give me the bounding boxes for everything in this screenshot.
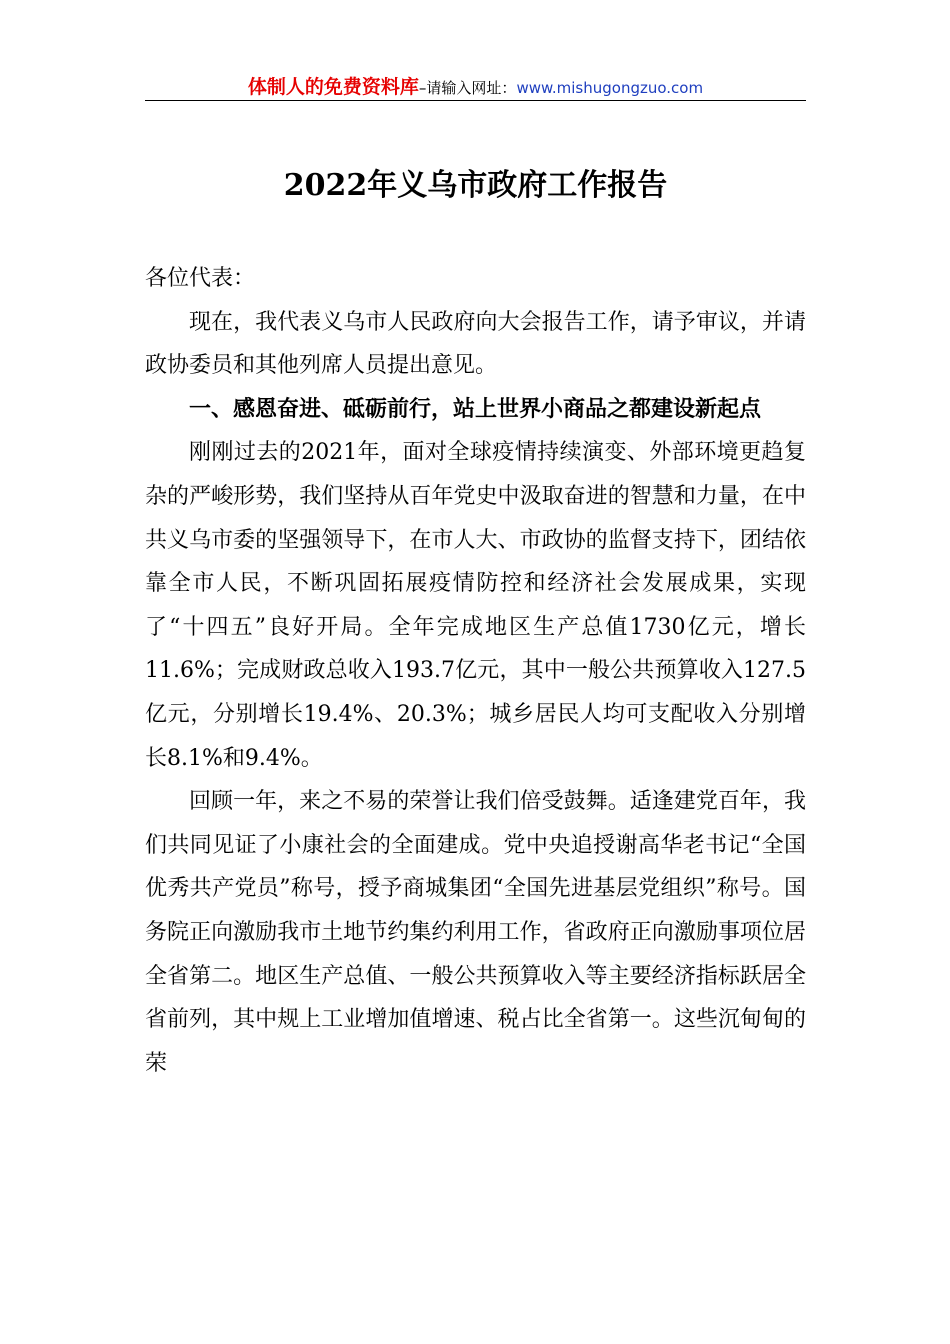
header-url-link[interactable]: www.mishugongzuo.com bbox=[516, 79, 704, 97]
body-paragraph: 回顾一年，来之不易的荣誉让我们倍受鼓舞。适逢建党百年，我们共同见证了小康社会的全面建成。党中央追授谢高华老书记“全国优秀共产党员”称号，授予商城集团“全国先进基层党组织”称号。国务院正向激励我市土地节约集约利用工作，省政府正向激励事项位居全省第二。地区生产总值、一般公共预算收入等主要经济指标跃居全省前列，其中规上工业增加值增速、税占比全省第一。这些沉甸甸的荣 bbox=[145, 789, 806, 1076]
body-paragraph: 刚刚过去的2021年，面对全球疫情持续演变、外部环境更趋复杂的严峻形势，我们坚持从百年党史中汲取奋进的智慧和力量，在中共义乌市委的坚强领导下，在市人大、市政协的监督支持下，团结依靠全市人民，不断巩固拓展疫情防控和经济社会发展成果，实现了“十四五”良好开局。全年完成地区生产总值1730亿元，增长11.6%；完成财政总收入193.7亿元，其中一般公共预算收入127.5亿元，分别增长19.4%、20.3%；城乡居民人均可支配收入分别增长8.1%和9.4%。 bbox=[145, 440, 806, 771]
section-heading: 一、感恩奋进、砥砺前行，站上世界小商品之都建设新起点 bbox=[189, 395, 762, 422]
document-body bbox=[145, 257, 806, 1085]
page-header bbox=[145, 72, 806, 99]
body-paragraph: 现在，我代表义乌市人民政府向大会报告工作，请予审议，并请政协委员和其他列席人员提出意见。 bbox=[145, 309, 806, 379]
header-brand: 体制人的免费资料库 bbox=[247, 76, 419, 98]
salutation: 各位代表： bbox=[145, 266, 256, 291]
header-divider bbox=[145, 100, 806, 101]
header-prompt: –请输入网址： bbox=[418, 79, 517, 97]
document-title: 2022年义乌市政府工作报告 bbox=[283, 168, 668, 203]
